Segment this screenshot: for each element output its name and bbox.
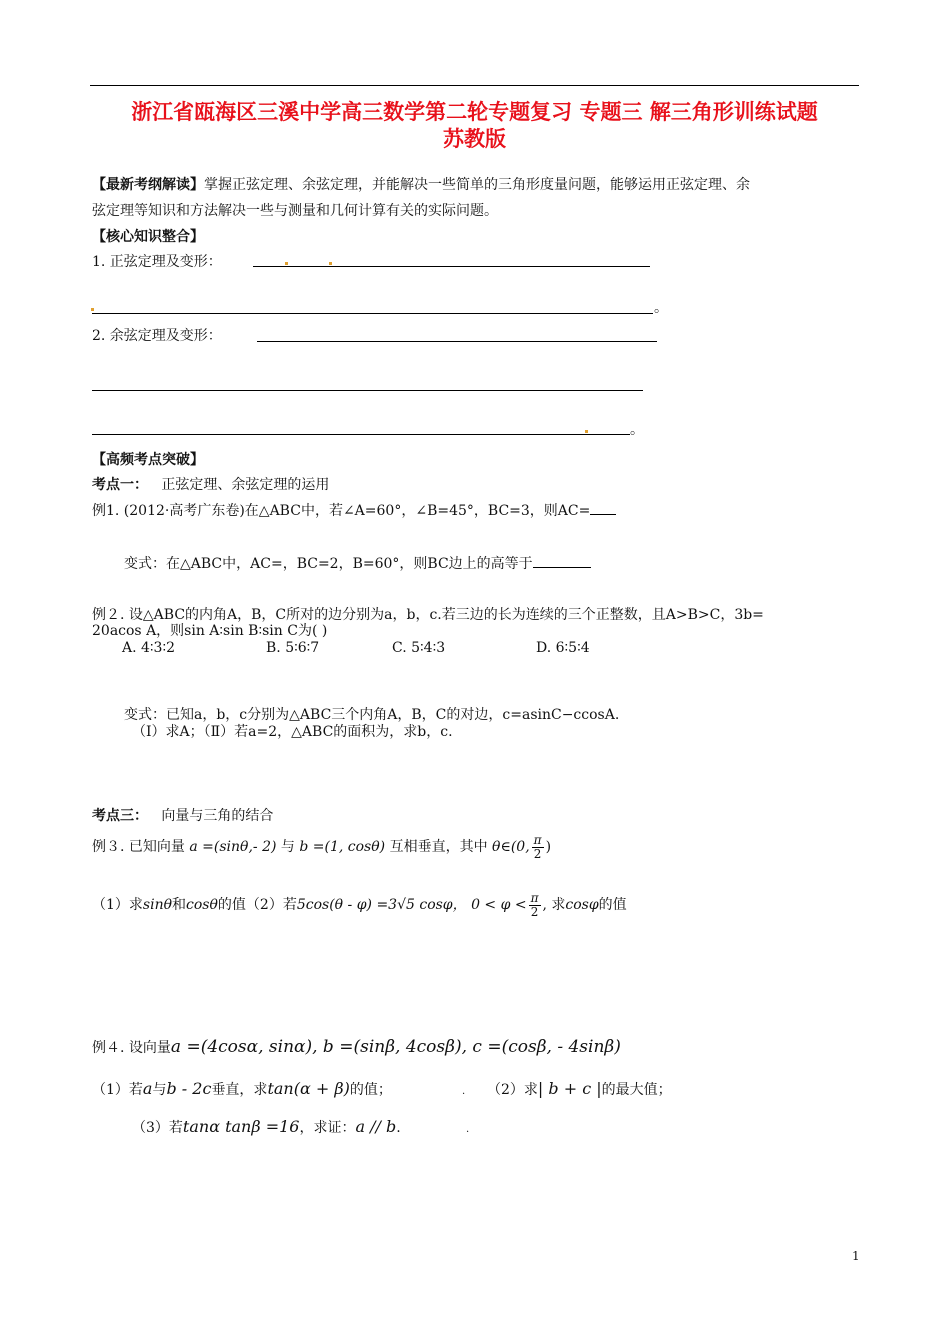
example-2-line1: 例２. 设△ABC的内角A，B，C所对的边分别为a，b，c.若三边的长为连续的三个正整数，且A>B>C，3b= <box>92 607 764 623</box>
kp1-line <box>92 475 329 495</box>
variant-2-line2: （Ⅰ）求A；（Ⅱ）若a=2，△ABC的面积为，求b，c. <box>132 724 453 740</box>
cos-phi: cosφ <box>565 897 599 913</box>
example-4-q3: （3）若tanα tanβ =16，求证：a // b. <box>132 1117 401 1136</box>
vector-b: b =(1, cosθ) <box>299 839 386 855</box>
vectors-abc: a =(4cosα, sinα), b =(sinβ, 4cosβ), c =(cosβ, - 4sinβ) <box>170 1037 621 1057</box>
answer-blank <box>590 500 616 515</box>
example-3-question: （1）求sinθ和cosθ的值（2）若5cos(θ - φ) =3√5 cosφ， 0 < φ < $\frac{\pi}{2}$ , 求cosφ的值 <box>92 890 627 919</box>
example-3-suffix: 互相垂直，其中 <box>389 839 488 855</box>
example-1-text: 例1. (2012·高考广东卷)在△ABC中，若∠A=60°，∠B=45°，BC=3，则AC= <box>92 503 591 519</box>
page-title-line1: 浙江省瓯海区三溪中学高三数学第二轮专题复习 专题三 解三角形训练试题 <box>131 100 818 124</box>
blank-line-5 <box>92 434 630 435</box>
core-item2: 2. 余弦定理及变形： <box>92 328 222 344</box>
mark-dot <box>585 430 588 433</box>
kp3-line <box>92 806 273 826</box>
intro-line1 <box>92 175 750 195</box>
blank-line-2 <box>92 313 653 314</box>
option-d: D. 6∶5∶4 <box>536 640 590 656</box>
example-3-mid: 与 <box>280 839 295 855</box>
fraction-pi-over-2: $\frac{\pi}{2}$ <box>530 890 539 919</box>
mark-dot <box>285 262 288 265</box>
mark-dot <box>329 262 332 265</box>
core-period-2: 。 <box>630 422 644 438</box>
sin-theta: sinθ <box>142 897 173 913</box>
example-4-q1: （1）若a与b - 2c垂直，求tan(α + β)的值； <box>92 1079 392 1098</box>
fraction-pi-over-2: $\frac{\pi}{2}$ <box>533 832 542 861</box>
intro-line2: 弦定理等知识和方法解决一些与测量和几何计算有关的实际问题。 <box>92 203 498 219</box>
page-number: 1 <box>852 1249 860 1263</box>
equation: 5cos(θ - φ) =3√5 cosφ <box>296 897 453 913</box>
option-c: C. 5∶4∶3 <box>392 640 446 656</box>
mark-dot <box>91 308 94 311</box>
blank-line-1 <box>253 266 650 267</box>
variant-2-line1: 变式：已知a，b，c分别为△ABC三个内角A，B，C的对边，c=asinC−ccosA. <box>124 707 620 723</box>
stray-dot: . <box>462 1086 466 1097</box>
example-1 <box>92 500 616 521</box>
cos-theta: cosθ <box>186 897 218 913</box>
kp1-text: 正弦定理、余弦定理的运用 <box>161 477 330 493</box>
theta-range: θ∈(0, <box>492 839 530 855</box>
variant-1 <box>124 553 591 574</box>
example-2-line2: 20acos A，则sin A∶sin B∶sin C为( ) <box>92 623 328 639</box>
answer-blank <box>533 553 591 568</box>
freq-heading: 【高频考点突破】 <box>92 452 204 468</box>
phi-condition: ， 0 < φ < <box>452 897 527 913</box>
option-b: B. 5∶6∶7 <box>266 640 320 656</box>
example-3-prefix: 例３. 已知向量 <box>92 839 185 855</box>
option-a: A. 4∶3∶2 <box>122 640 176 656</box>
blank-line-4 <box>92 390 643 391</box>
vector-a: a =(sinθ,- 2) <box>189 839 277 855</box>
core-item1: 1. 正弦定理及变形： <box>92 254 222 270</box>
kp1-label: 考点一： <box>92 477 148 493</box>
intro-text1: 掌握正弦定理、余弦定理，并能解决一些简单的三角形度量问题，能够运用正弦定理、余 <box>204 177 750 193</box>
blank-line-3 <box>257 341 657 342</box>
kp3-text: 向量与三角的结合 <box>161 808 274 824</box>
kp3-label: 考点三： <box>92 808 148 824</box>
page-title-line2: 苏教版 <box>443 127 506 151</box>
variant-1-text: 变式：在△ABC中，AC=，BC=2，B=60°，则BC边上的高等于 <box>124 556 533 572</box>
example-4: 例４. 设向量a =(4cosα, sinα), b =(sinβ, 4cosβ), c =(cosβ, - 4sinβ) <box>92 1037 621 1057</box>
example-4-q2: （2）求| b + c |的最大值； <box>487 1079 672 1098</box>
stray-dot: . <box>466 1124 470 1135</box>
core-heading: 【核心知识整合】 <box>92 229 204 245</box>
example-3: 例３. 已知向量 a =(sinθ,- 2) 与 b =(1, cosθ) 互相垂直，其中 θ∈(0, $\frac{\pi}{2}$ ) <box>92 832 552 861</box>
core-period-1: 。 <box>654 300 668 316</box>
header-rule <box>90 85 859 86</box>
intro-heading: 【最新考纲解读】 <box>92 177 204 193</box>
